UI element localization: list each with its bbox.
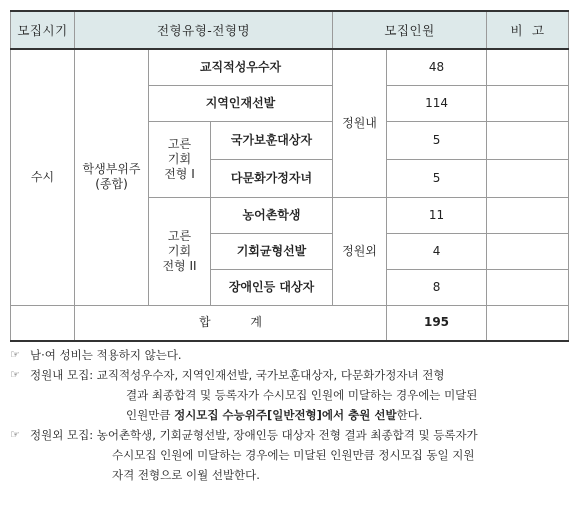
group2-line: 고른: [167, 228, 192, 243]
quota-out-cell: 정원외: [333, 197, 387, 305]
group2-label: [160, 229, 198, 274]
pointing-hand-icon: ☞: [10, 348, 20, 361]
note-quota-in-line2: 결과 최종합격 및 등록자가 수시모집 인원에 미달하는 경우에는 미달된: [126, 388, 478, 402]
table-row: [11, 49, 569, 85]
recruitment-table: [10, 10, 569, 342]
remarks-cell: [487, 49, 569, 85]
row-name: 지역인재선발: [149, 85, 333, 121]
row-name: 농어촌학생: [211, 197, 333, 233]
row-name: 국가보훈대상자: [211, 121, 333, 159]
row-count: 114: [387, 85, 487, 121]
pointing-hand-icon: ☞: [10, 428, 20, 441]
total-label: [75, 305, 387, 341]
remarks-cell: [487, 305, 569, 341]
group1-line: 기회: [167, 151, 192, 166]
group1-cell: [149, 121, 211, 197]
group1-line: 고른: [167, 136, 192, 151]
row-name: 장애인등 대상자: [211, 269, 333, 305]
row-count: 4: [387, 233, 487, 269]
note-quota-out-line2: 수시모집 인원에 미달하는 경우에는 미달된 인원만큼 정시모집 동일 지원: [112, 448, 475, 462]
row-name: 다문화가정자녀: [211, 159, 333, 197]
category-cell: [75, 49, 149, 305]
group2-cell: [149, 197, 211, 305]
remarks-cell: [487, 159, 569, 197]
period-cell: 수시: [11, 49, 75, 305]
group1-line: 전형 I: [164, 166, 195, 181]
remarks-cell: [487, 197, 569, 233]
note-line3-pre: 인원만큼: [126, 408, 171, 422]
group2-line: 전형 II: [162, 258, 197, 273]
note-quota-in-line3: [30, 405, 570, 425]
total-blank-cell: [11, 305, 75, 341]
row-count: 48: [387, 49, 487, 85]
note-quota-out: [10, 425, 570, 485]
note-quota-out-label: 정원외 모집:: [30, 428, 94, 442]
header-type: 전형유형-전형명: [75, 11, 333, 49]
remarks-cell: [487, 85, 569, 121]
header-count: 모집인원: [333, 11, 487, 49]
row-count: 8: [387, 269, 487, 305]
remarks-cell: [487, 269, 569, 305]
note-line3-emph: 정시모집 수능위주[일반전형]에서 충원 선발: [174, 408, 397, 422]
note-gender-text: 남·여 성비는 적용하지 않는다.: [30, 348, 182, 362]
note-quota-out-line3: 자격 전형으로 이월 선발한다.: [112, 468, 260, 482]
note-gender: [10, 345, 570, 365]
category-line1: 학생부위주: [82, 162, 141, 177]
header-remarks: 비 고: [487, 11, 569, 49]
note-line3-post: 한다.: [396, 408, 423, 422]
remarks-cell: [487, 233, 569, 269]
table-header-row: [11, 11, 569, 49]
row-count: 11: [387, 197, 487, 233]
group1-label: [160, 137, 198, 182]
quota-in-cell: 정원내: [333, 49, 387, 197]
row-name: 교직적성우수자: [149, 49, 333, 85]
row-name: 기회균형선발: [211, 233, 333, 269]
total-value: 195: [387, 305, 487, 341]
note-quota-in-label: 정원내 모집:: [30, 368, 94, 382]
header-period: 모집시기: [11, 11, 75, 49]
total-label-text: 합 계: [199, 315, 280, 329]
remarks-cell: [487, 121, 569, 159]
note-quota-out-line1: 농어촌학생, 기회균형선발, 장애인등 대상자 전형 결과 최종합격 및 등록자가: [96, 428, 478, 442]
row-count: 5: [387, 121, 487, 159]
notes: [10, 345, 570, 485]
category-line2: (종합): [95, 177, 128, 192]
total-row: [11, 305, 569, 341]
pointing-hand-icon: ☞: [10, 368, 20, 381]
note-quota-in-line1: 교직적성우수자, 지역인재선발, 국가보훈대상자, 다문화가정자녀 전형: [96, 368, 445, 382]
group2-line: 기회: [167, 243, 192, 258]
note-quota-in: [10, 365, 570, 425]
row-count: 5: [387, 159, 487, 197]
